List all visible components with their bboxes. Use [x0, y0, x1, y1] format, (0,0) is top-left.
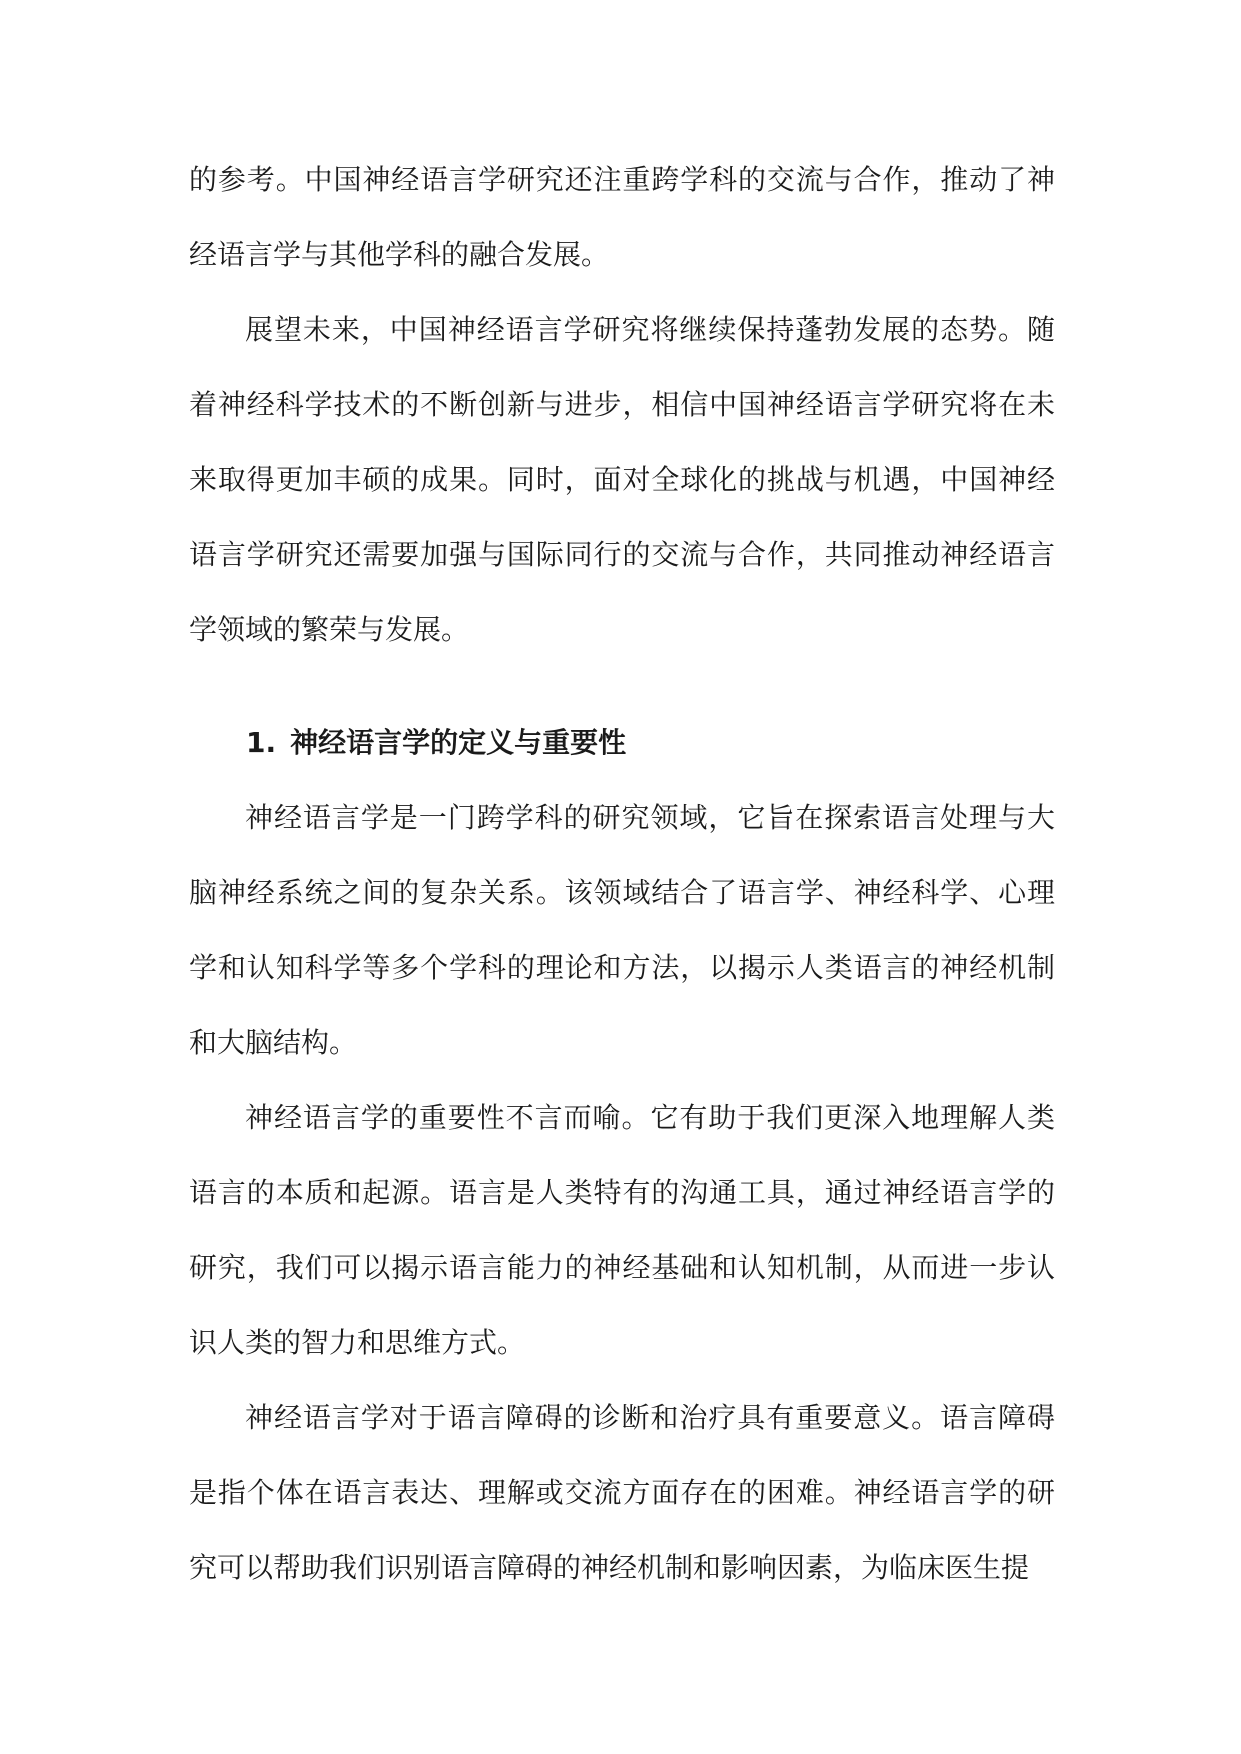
paragraph-language-disorders: 神经语言学对于语言障碍的诊断和治疗具有重要意义。语言障碍是指个体在语言表达、理解或交流方面存在的困难。神经语言学的研究可以帮助我们识别语言障碍的神经机制和影响因素，为临床医生提 — [189, 1401, 1055, 1584]
paragraph-continuation: 的参考。中国神经语言学研究还注重跨学科的交流与合作，推动了神经语言学与其他学科的融合发展。 — [189, 163, 1055, 271]
section-heading — [189, 667, 1055, 780]
section-number: 1. — [246, 726, 277, 759]
section-title: 神经语言学的定义与重要性 — [290, 726, 627, 759]
paragraph-outlook: 展望未来，中国神经语言学研究将继续保持蓬勃发展的态势。随着神经科学技术的不断创新与进步，相信中国神经语言学研究将在未来取得更加丰硕的成果。同时，面对全球化的挑战与机遇，中国神经语言学研究还需要加强与国际同行的交流与合作，共同推动神经语言学领域的繁荣与发展。 — [189, 313, 1055, 646]
document-body — [189, 142, 1055, 1605]
paragraph-importance: 神经语言学的重要性不言而喻。它有助于我们更深入地理解人类语言的本质和起源。语言是人类特有的沟通工具，通过神经语言学的研究，我们可以揭示语言能力的神经基础和认知机制，从而进一步认识人类的智力和思维方式。 — [189, 1101, 1055, 1359]
paragraph-definition: 神经语言学是一门跨学科的研究领域，它旨在探索语言处理与大脑神经系统之间的复杂关系。该领域结合了语言学、神经科学、心理学和认知科学等多个学科的理论和方法，以揭示人类语言的神经机制和大脑结构。 — [189, 801, 1055, 1059]
